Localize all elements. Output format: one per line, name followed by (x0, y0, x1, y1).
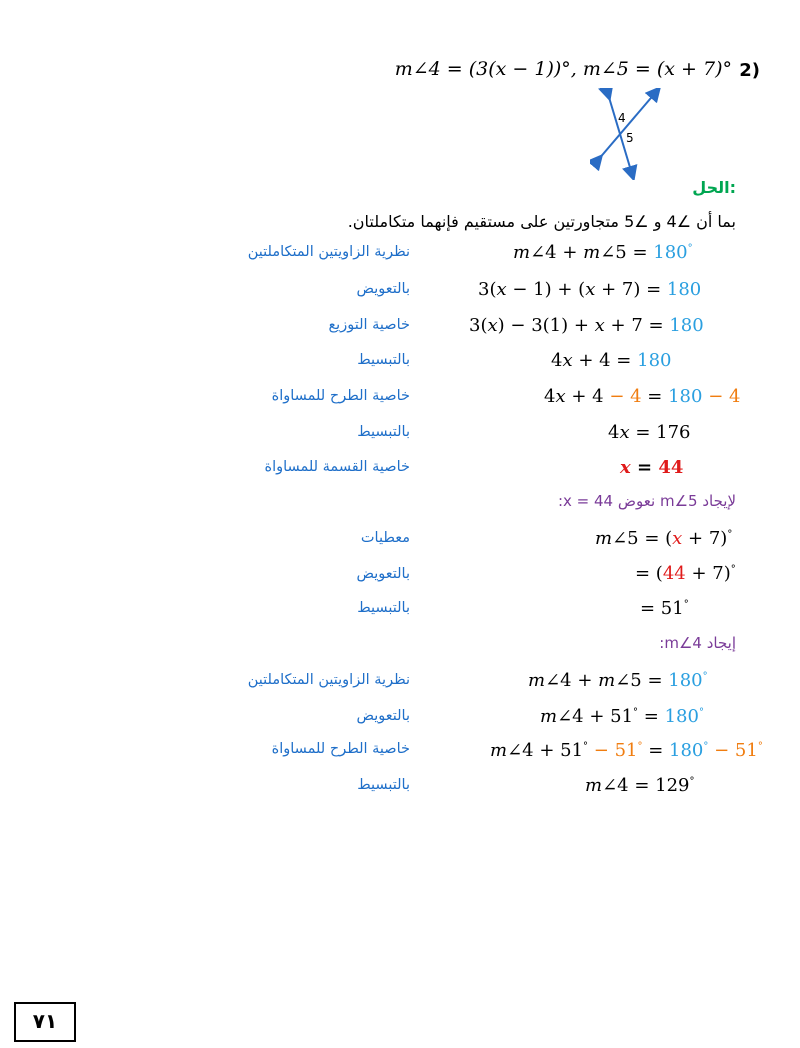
angle-4-label: 4 (618, 111, 626, 125)
reason-13: خاصية الطرح للمساواة (271, 741, 410, 757)
reason-9: بالتعويض (356, 566, 410, 582)
equation-1: m∠4 + m∠5 = 180° (513, 242, 693, 263)
equation-6: 4x = 176 (608, 422, 691, 443)
reason-14: بالتبسيط (357, 777, 410, 793)
equation-11: m∠4 + m∠5 = 180° (528, 670, 708, 691)
reason-8: معطيات (360, 530, 410, 546)
reason-11: نظرية الزاويتين المتكاملتين (247, 672, 410, 688)
angle-5-label: 5 (626, 131, 634, 145)
equation-5: 4x + 4 − 4 = 180 − 4 (544, 386, 741, 407)
page-number: ٧١ (14, 1002, 76, 1042)
reason-6: بالتبسيط (357, 424, 410, 440)
equation-14: m∠4 = 129° (585, 775, 695, 796)
equation-10: = 51° (640, 598, 689, 619)
equation-12: m∠4 + 51° = 180° (540, 706, 704, 727)
equation-8: m∠5 = (x + 7)° (595, 528, 733, 549)
equation-13: m∠4 + 51° − 51° = 180° − 51° (490, 740, 763, 761)
reason-12: بالتعويض (356, 708, 410, 724)
reason-3: خاصية التوزيع (328, 317, 410, 333)
equation-4: 4x + 4 = 180 (551, 350, 672, 371)
reason-7: خاصية القسمة للمساواة (264, 459, 410, 475)
equation-3: 3(x) − 3(1) + x + 7 = 180 (469, 315, 704, 336)
reason-2: بالتعويض (356, 281, 410, 297)
equation-7-answer: x = 44 (620, 457, 684, 478)
reason-10: بالتبسيط (357, 600, 410, 616)
reason-5: خاصية الطرح للمساواة (271, 388, 410, 404)
intersecting-lines-figure (590, 88, 670, 180)
equation-9: = (44 + 7)° (635, 563, 736, 584)
find-angle5-heading: لإيجاد m∠5 نعوض x = 44: (557, 492, 736, 510)
problem-statement: m∠4 = (3(x − 1))°, m∠5 = (x + 7)° (394, 58, 732, 80)
problem-number: 2) (739, 60, 760, 81)
solution-intro: بما أن ∠4 و ∠5 متجاورتين على مستقيم فإنهما متكاملتان. (347, 212, 736, 231)
solution-label: الحل: (692, 178, 736, 197)
reason-1: نظرية الزاويتين المتكاملتين (247, 244, 410, 260)
reason-4: بالتبسيط (357, 352, 410, 368)
find-angle4-heading: إيجاد m∠4: (659, 634, 736, 652)
equation-2: 3(x − 1) + (x + 7) = 180 (478, 279, 702, 300)
